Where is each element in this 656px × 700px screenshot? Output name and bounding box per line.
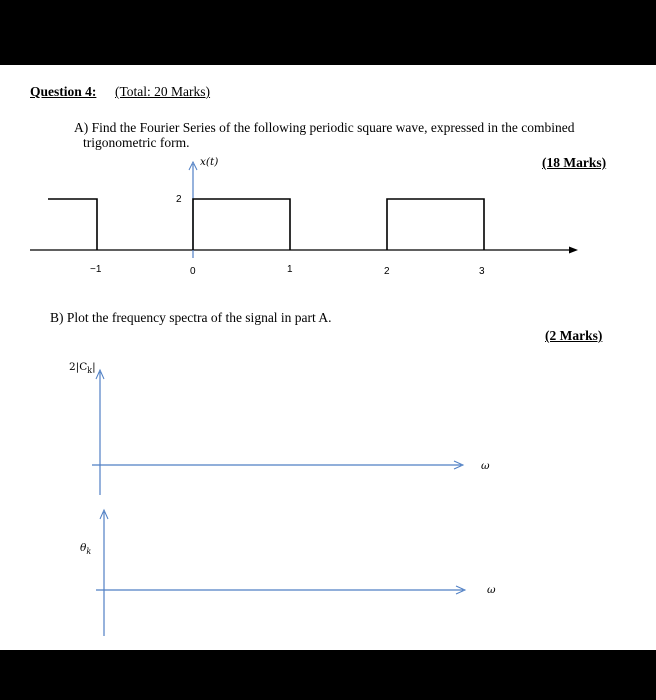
part-b-text: B) Plot the frequency spectra of the signal in part A.: [50, 310, 332, 325]
tick-minus-1: −1: [90, 264, 102, 275]
tick-3: 3: [479, 266, 485, 277]
xt-label: x(t): [200, 156, 219, 168]
tick-0: 0: [190, 266, 196, 277]
magnitude-ylabel: $2|C_k|$: [69, 361, 96, 376]
part-a-text-line2: trigonometric form.: [83, 135, 190, 150]
part-b-marks: (2 Marks): [545, 328, 603, 343]
time-axis-arrow: [569, 247, 578, 254]
question-total: (Total: 20 Marks): [115, 84, 211, 99]
signal-pulse-right: [387, 199, 484, 250]
signal-pulse-center: [193, 199, 290, 250]
part-a-marks: (18 Marks): [542, 155, 607, 170]
magnitude-xlabel: ω: [481, 460, 490, 472]
signal-pulse-left: [48, 199, 97, 250]
phase-ylabel: $\theta_k$: [80, 542, 92, 557]
question-number: Question 4:: [30, 84, 97, 99]
part-a-text-line1: A) Find the Fourier Series of the following periodic square wave, expressed in the combined: [74, 120, 575, 135]
amplitude-label: 2: [176, 194, 182, 205]
tick-2: 2: [384, 266, 390, 277]
tick-1: 1: [287, 264, 293, 275]
phase-xlabel: ω: [487, 584, 496, 596]
